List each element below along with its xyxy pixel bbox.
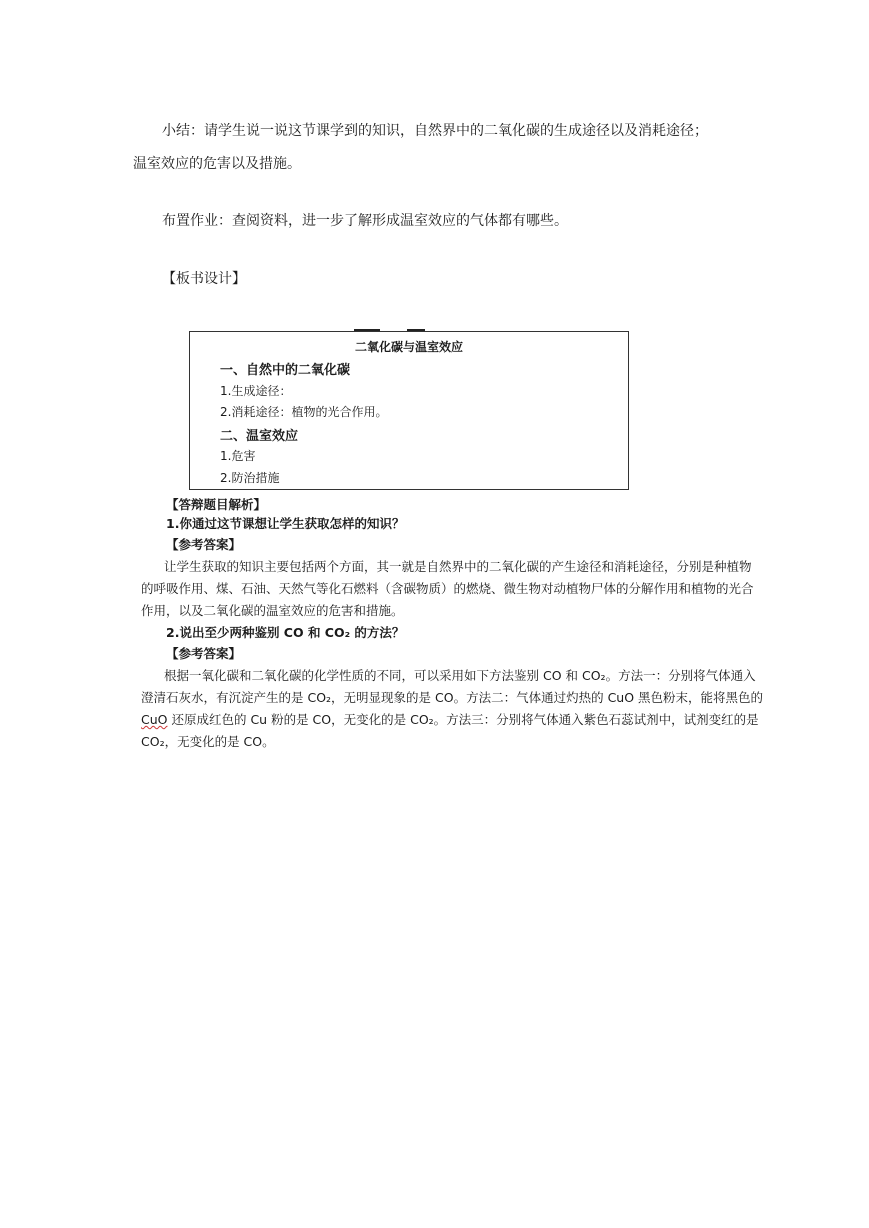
answer-2-line-3: [141, 710, 759, 728]
answer-2-line-2: 澄清石灰水，有沉淀产生的是 CO₂，无明显现象的是 CO。方法二：气体通过灼热的 CuO 黑色粉末，能将黑色的: [141, 690, 764, 705]
board-design-box: [189, 331, 629, 490]
board-item-consumption: 2.消耗途径：植物的光合作用。: [220, 405, 388, 419]
question-2: 2.说出至少两种鉴别 CO 和 CO₂ 的方法？: [166, 625, 405, 640]
answer-2-line-3-rest: 还原成红色的 Cu 粉的是 CO，无变化的是 CO₂。方法三：分别将气体通入紫色石蕊试剂中，试剂变红的是: [167, 712, 759, 727]
board-title: 二氧化碳与温室效应: [354, 340, 463, 354]
question-1: 1.你通过这节课想让学生获取怎样的知识？: [166, 516, 405, 531]
board-item-generation: 1.生成途径：: [220, 384, 292, 398]
board-design-heading: 【板书设计】: [162, 271, 246, 287]
answer-2-line-1: 根据一氧化碳和二氧化碳的化学性质的不同，可以采用如下方法鉴别 CO 和 CO₂。方法一：分别将气体通入: [164, 668, 756, 683]
answer-2-cuo-term: CuO: [141, 712, 168, 727]
summary-line-1: 小结：请学生说一说这节课学到的知识，自然界中的二氧化碳的生成途径以及消耗途径；: [162, 123, 708, 139]
board-section-1: 一、自然中的二氧化碳: [220, 363, 351, 378]
answer-2-line-4: CO₂，无变化的是 CO。: [141, 734, 275, 749]
answer-1-line-1: 让学生获取的知识主要包括两个方面，其一就是自然界中的二氧化碳的产生途径和消耗途径，分别是种植物: [164, 559, 752, 574]
reference-answer-2-label: 【参考答案】: [166, 646, 242, 661]
homework-text: 布置作业：查阅资料，进一步了解形成温室效应的气体都有哪些。: [162, 213, 568, 229]
reference-answer-1-label: 【参考答案】: [166, 537, 242, 552]
board-item-harm: 1.危害: [220, 449, 256, 463]
board-item-measures: 2.防治措施: [220, 471, 280, 485]
summary-line-2: 温室效应的危害以及措施。: [133, 156, 301, 172]
answer-1-line-2: 的呼吸作用、煤、石油、天然气等化石燃料（含碳物质）的燃烧、微生物对动植物尸体的分解作用和植物的光合: [141, 581, 754, 596]
board-section-2: 二、温室效应: [220, 429, 299, 444]
qa-heading: 【答辩题目解析】: [166, 497, 267, 512]
answer-1-line-3: 作用，以及二氧化碳的温室效应的危害和措施。: [141, 603, 404, 618]
